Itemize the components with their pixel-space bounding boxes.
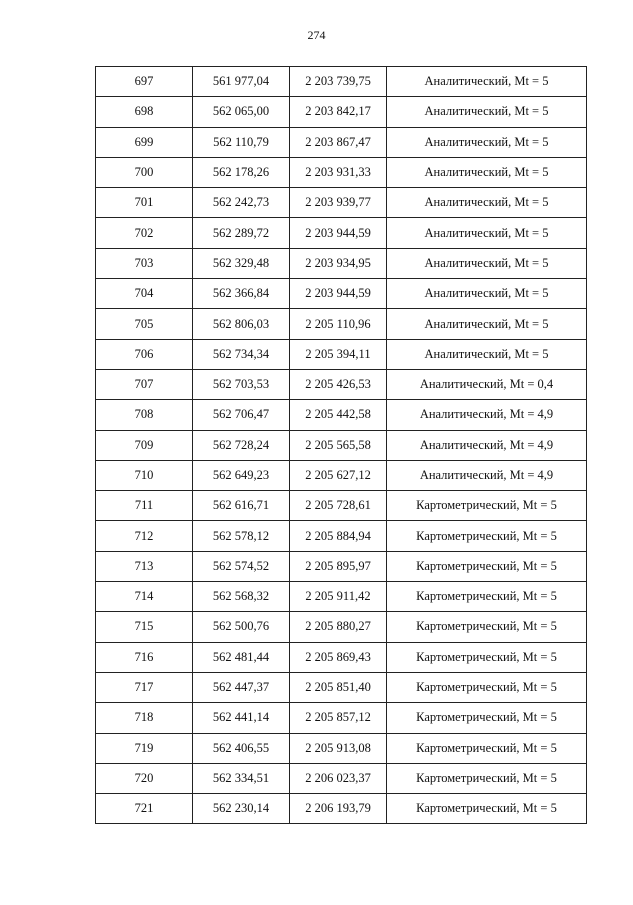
table-row (96, 582, 587, 612)
x-coordinate-cell: 562 329,48 (193, 248, 290, 278)
table-row (96, 612, 587, 642)
x-coordinate-cell: 562 230,14 (193, 794, 290, 824)
x-coordinate-cell: 561 977,04 (193, 67, 290, 97)
y-coordinate-cell: 2 203 944,59 (290, 279, 387, 309)
point-number-cell: 712 (96, 521, 193, 551)
y-coordinate-cell: 2 203 944,59 (290, 218, 387, 248)
table-row (96, 733, 587, 763)
table-row (96, 551, 587, 581)
table-row (96, 97, 587, 127)
x-coordinate-cell: 562 649,23 (193, 460, 290, 490)
coordinates-table (95, 66, 587, 824)
table-row (96, 67, 587, 97)
method-cell: Картометрический, Mt = 5 (387, 763, 587, 793)
method-cell: Аналитический, Mt = 5 (387, 67, 587, 97)
point-number-cell: 720 (96, 763, 193, 793)
point-number-cell: 713 (96, 551, 193, 581)
method-cell: Аналитический, Mt = 5 (387, 248, 587, 278)
y-coordinate-cell: 2 205 880,27 (290, 612, 387, 642)
x-coordinate-cell: 562 806,03 (193, 309, 290, 339)
method-cell: Аналитический, Mt = 5 (387, 127, 587, 157)
table-row (96, 521, 587, 551)
point-number-cell: 717 (96, 672, 193, 702)
point-number-cell: 697 (96, 67, 193, 97)
y-coordinate-cell: 2 205 913,08 (290, 733, 387, 763)
x-coordinate-cell: 562 568,32 (193, 582, 290, 612)
x-coordinate-cell: 562 500,76 (193, 612, 290, 642)
method-cell: Картометрический, Mt = 5 (387, 582, 587, 612)
x-coordinate-cell: 562 334,51 (193, 763, 290, 793)
x-coordinate-cell: 562 734,34 (193, 339, 290, 369)
y-coordinate-cell: 2 205 851,40 (290, 672, 387, 702)
y-coordinate-cell: 2 205 884,94 (290, 521, 387, 551)
point-number-cell: 704 (96, 279, 193, 309)
point-number-cell: 700 (96, 157, 193, 187)
y-coordinate-cell: 2 203 842,17 (290, 97, 387, 127)
x-coordinate-cell: 562 242,73 (193, 188, 290, 218)
method-cell: Картометрический, Mt = 5 (387, 794, 587, 824)
method-cell: Аналитический, Mt = 5 (387, 157, 587, 187)
table-row (96, 369, 587, 399)
point-number-cell: 703 (96, 248, 193, 278)
table-row (96, 157, 587, 187)
point-number-cell: 716 (96, 642, 193, 672)
x-coordinate-cell: 562 578,12 (193, 521, 290, 551)
table-row (96, 642, 587, 672)
table-row (96, 309, 587, 339)
x-coordinate-cell: 562 703,53 (193, 369, 290, 399)
method-cell: Аналитический, Mt = 0,4 (387, 369, 587, 399)
y-coordinate-cell: 2 203 739,75 (290, 67, 387, 97)
point-number-cell: 702 (96, 218, 193, 248)
x-coordinate-cell: 562 289,72 (193, 218, 290, 248)
x-coordinate-cell: 562 441,14 (193, 703, 290, 733)
table-row (96, 400, 587, 430)
method-cell: Картометрический, Mt = 5 (387, 521, 587, 551)
point-number-cell: 708 (96, 400, 193, 430)
method-cell: Аналитический, Mt = 5 (387, 279, 587, 309)
point-number-cell: 715 (96, 612, 193, 642)
x-coordinate-cell: 562 447,37 (193, 672, 290, 702)
y-coordinate-cell: 2 205 426,53 (290, 369, 387, 399)
x-coordinate-cell: 562 065,00 (193, 97, 290, 127)
y-coordinate-cell: 2 205 442,58 (290, 400, 387, 430)
y-coordinate-cell: 2 205 394,11 (290, 339, 387, 369)
table-row (96, 430, 587, 460)
method-cell: Аналитический, Mt = 4,9 (387, 460, 587, 490)
x-coordinate-cell: 562 178,26 (193, 157, 290, 187)
point-number-cell: 705 (96, 309, 193, 339)
method-cell: Картометрический, Mt = 5 (387, 491, 587, 521)
y-coordinate-cell: 2 206 193,79 (290, 794, 387, 824)
x-coordinate-cell: 562 706,47 (193, 400, 290, 430)
method-cell: Картометрический, Mt = 5 (387, 551, 587, 581)
y-coordinate-cell: 2 205 627,12 (290, 460, 387, 490)
table-row (96, 127, 587, 157)
method-cell: Картометрический, Mt = 5 (387, 642, 587, 672)
point-number-cell: 706 (96, 339, 193, 369)
method-cell: Картометрический, Mt = 5 (387, 612, 587, 642)
table-row (96, 248, 587, 278)
y-coordinate-cell: 2 205 869,43 (290, 642, 387, 672)
point-number-cell: 698 (96, 97, 193, 127)
y-coordinate-cell: 2 205 911,42 (290, 582, 387, 612)
y-coordinate-cell: 2 205 895,97 (290, 551, 387, 581)
table-row (96, 703, 587, 733)
point-number-cell: 718 (96, 703, 193, 733)
method-cell: Картометрический, Mt = 5 (387, 733, 587, 763)
point-number-cell: 709 (96, 430, 193, 460)
x-coordinate-cell: 562 366,84 (193, 279, 290, 309)
point-number-cell: 714 (96, 582, 193, 612)
table-row (96, 672, 587, 702)
table-row (96, 218, 587, 248)
point-number-cell: 711 (96, 491, 193, 521)
method-cell: Аналитический, Mt = 4,9 (387, 400, 587, 430)
y-coordinate-cell: 2 203 867,47 (290, 127, 387, 157)
table-row (96, 279, 587, 309)
point-number-cell: 699 (96, 127, 193, 157)
y-coordinate-cell: 2 203 934,95 (290, 248, 387, 278)
table-row (96, 491, 587, 521)
table-row (96, 794, 587, 824)
y-coordinate-cell: 2 203 931,33 (290, 157, 387, 187)
method-cell: Картометрический, Mt = 5 (387, 672, 587, 702)
y-coordinate-cell: 2 205 565,58 (290, 430, 387, 460)
method-cell: Аналитический, Mt = 4,9 (387, 430, 587, 460)
y-coordinate-cell: 2 205 728,61 (290, 491, 387, 521)
x-coordinate-cell: 562 574,52 (193, 551, 290, 581)
y-coordinate-cell: 2 206 023,37 (290, 763, 387, 793)
x-coordinate-cell: 562 406,55 (193, 733, 290, 763)
table-row (96, 460, 587, 490)
method-cell: Аналитический, Mt = 5 (387, 218, 587, 248)
method-cell: Аналитический, Mt = 5 (387, 97, 587, 127)
method-cell: Аналитический, Mt = 5 (387, 188, 587, 218)
point-number-cell: 721 (96, 794, 193, 824)
page-number: 274 (307, 28, 326, 42)
x-coordinate-cell: 562 481,44 (193, 642, 290, 672)
table-row (96, 763, 587, 793)
table-body (96, 67, 587, 824)
point-number-cell: 707 (96, 369, 193, 399)
point-number-cell: 701 (96, 188, 193, 218)
point-number-cell: 719 (96, 733, 193, 763)
y-coordinate-cell: 2 205 857,12 (290, 703, 387, 733)
method-cell: Аналитический, Mt = 5 (387, 339, 587, 369)
x-coordinate-cell: 562 728,24 (193, 430, 290, 460)
y-coordinate-cell: 2 205 110,96 (290, 309, 387, 339)
method-cell: Картометрический, Mt = 5 (387, 703, 587, 733)
x-coordinate-cell: 562 616,71 (193, 491, 290, 521)
table-row (96, 188, 587, 218)
method-cell: Аналитический, Mt = 5 (387, 309, 587, 339)
x-coordinate-cell: 562 110,79 (193, 127, 290, 157)
table-row (96, 339, 587, 369)
point-number-cell: 710 (96, 460, 193, 490)
y-coordinate-cell: 2 203 939,77 (290, 188, 387, 218)
